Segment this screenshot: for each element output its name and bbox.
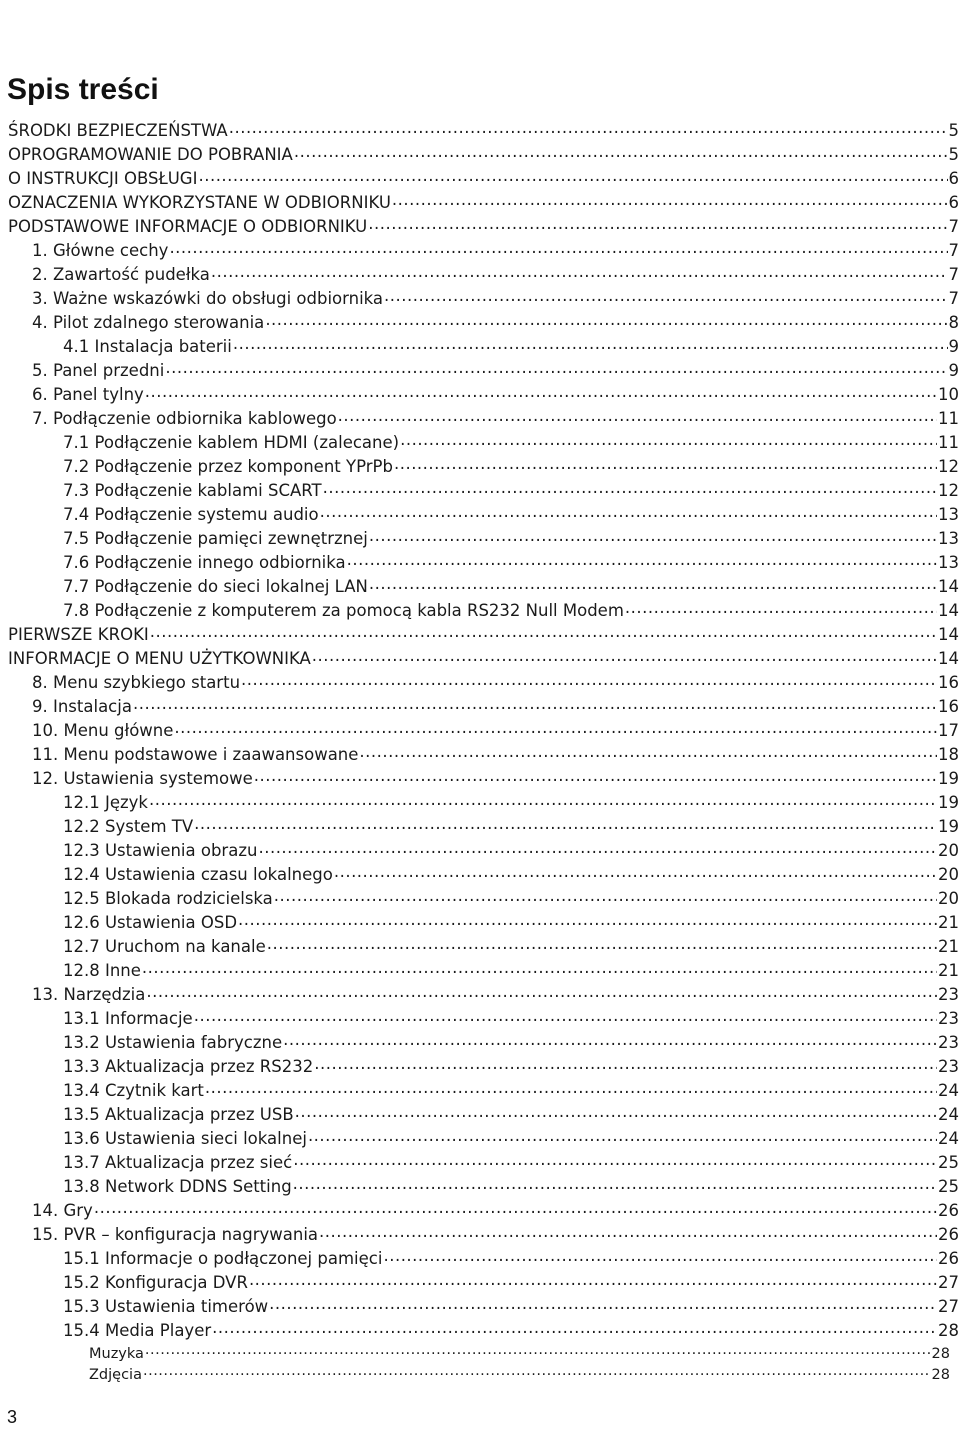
toc-entry-page: 28: [931, 1345, 950, 1362]
dot-leader: [258, 840, 937, 857]
toc-entry[interactable]: [8, 431, 959, 455]
toc-entry-page: 19: [938, 769, 959, 788]
dot-leader: [211, 264, 948, 281]
dot-leader: [205, 1080, 937, 1097]
dot-leader: [338, 408, 937, 425]
toc-entry[interactable]: [8, 1175, 959, 1199]
toc-entry-label: 13.4 Czytnik kart: [63, 1081, 204, 1100]
toc-entry-label: Zdjęcia: [89, 1366, 142, 1383]
toc-entry-label: 12.6 Ustawienia OSD: [63, 913, 238, 932]
toc-entry-page: 25: [938, 1177, 959, 1196]
toc-entry-page: 21: [938, 913, 959, 932]
toc-entry-page: 12: [938, 457, 959, 476]
toc-entry[interactable]: [8, 647, 959, 671]
toc-entry[interactable]: [8, 407, 959, 431]
toc-entry-page: 26: [938, 1249, 959, 1268]
toc-entry-page: 26: [938, 1225, 959, 1244]
toc-entry-page: 14: [938, 625, 959, 644]
toc-entry-page: 14: [938, 601, 959, 620]
dot-leader: [312, 648, 937, 665]
toc-entry[interactable]: [8, 167, 959, 191]
toc-entry[interactable]: [8, 455, 959, 479]
toc-entry[interactable]: [8, 1199, 959, 1223]
toc-entry[interactable]: [8, 1031, 959, 1055]
toc-entry-label: 12.4 Ustawienia czasu lokalnego: [63, 865, 333, 884]
toc-entry[interactable]: [8, 479, 959, 503]
toc-entry[interactable]: [8, 287, 959, 311]
toc-entry-label: 13.7 Aktualizacja przez sieć: [63, 1153, 293, 1172]
toc-entry-label: 12.1 Język: [63, 793, 148, 812]
dot-leader: [267, 936, 937, 953]
toc-entry-page: 19: [938, 817, 959, 836]
toc-entry[interactable]: [8, 743, 959, 767]
dot-leader: [274, 888, 937, 905]
toc-entry[interactable]: [8, 311, 959, 335]
toc-entry[interactable]: [8, 791, 959, 815]
toc-entry-page: 7: [948, 217, 959, 236]
dot-leader: [625, 600, 937, 617]
dot-leader: [293, 1176, 937, 1193]
toc-entry[interactable]: [8, 119, 959, 143]
toc-entry-page: 6: [948, 169, 959, 188]
page-title: Spis treści: [7, 73, 159, 106]
toc-entry-label: 7.4 Podłączenie systemu audio: [63, 505, 319, 524]
toc-entry-label: 7.1 Podłączenie kablem HDMI (zalecane): [63, 433, 400, 452]
toc-entry[interactable]: [8, 1343, 959, 1364]
toc-entry-page: 23: [938, 1009, 959, 1028]
toc-entry-page: 24: [938, 1105, 959, 1124]
toc-entry[interactable]: [8, 1223, 959, 1247]
toc-entry-label: 4.1 Instalacja baterii: [63, 337, 232, 356]
toc-entry-label: PIERWSZE KROKI: [8, 625, 149, 644]
toc-entry-page: 21: [938, 961, 959, 980]
toc-entry-label: 7.8 Podłączenie z komputerem za pomocą kabla RS232 Null Modem: [63, 601, 624, 620]
toc-entry-label: 6. Panel tylny: [32, 385, 144, 404]
dot-leader: [294, 144, 948, 161]
toc-entry-page: 13: [938, 529, 959, 548]
toc-entry-page: 18: [938, 745, 959, 764]
toc-entry-label: O INSTRUKCJI OBSŁUGI: [8, 169, 198, 188]
toc-entry-label: INFORMACJE O MENU UŻYTKOWNIKA: [8, 649, 311, 668]
toc-entry[interactable]: [8, 599, 959, 623]
toc-entry-page: 6: [948, 193, 959, 212]
dot-leader: [165, 360, 947, 377]
toc-entry-label: 12. Ustawienia systemowe: [32, 769, 253, 788]
toc-entry-page: 23: [938, 985, 959, 1004]
toc-entry-page: 13: [938, 553, 959, 572]
toc-entry-label: 12.3 Ustawienia obrazu: [63, 841, 258, 860]
toc-entry-label: 13.8 Network DDNS Setting: [63, 1177, 292, 1196]
dot-leader: [269, 1296, 937, 1313]
toc-entry-label: 1. Główne cechy: [32, 241, 169, 260]
toc-entry-page: 5: [948, 145, 959, 164]
dot-leader: [283, 1032, 937, 1049]
dot-leader: [229, 120, 948, 137]
toc-entry[interactable]: [8, 191, 959, 215]
toc-entry[interactable]: [8, 359, 959, 383]
toc-entry[interactable]: [8, 863, 959, 887]
dot-leader: [383, 1248, 937, 1265]
dot-leader: [254, 768, 937, 785]
toc-entry-page: 19: [938, 793, 959, 812]
toc-entry-page: 5: [948, 121, 959, 140]
toc-entry-label: PODSTAWOWE INFORMACJE O ODBIORNIKU: [8, 217, 368, 236]
table-of-contents: [8, 119, 959, 1385]
toc-entry-page: 26: [938, 1201, 959, 1220]
toc-entry[interactable]: [8, 815, 959, 839]
toc-entry-label: 7. Podłączenie odbiornika kablowego: [32, 409, 337, 428]
toc-entry[interactable]: [8, 503, 959, 527]
toc-entry[interactable]: [8, 623, 959, 647]
toc-entry-page: 14: [938, 649, 959, 668]
dot-leader: [133, 696, 937, 713]
toc-entry-page: 16: [938, 673, 959, 692]
toc-entry-page: 10: [938, 385, 959, 404]
toc-entry[interactable]: [8, 983, 959, 1007]
toc-entry[interactable]: [8, 887, 959, 911]
dot-leader: [369, 576, 937, 593]
dot-leader: [146, 984, 937, 1001]
toc-entry[interactable]: [8, 263, 959, 287]
toc-entry-label: 4. Pilot zdalnego sterowania: [32, 313, 265, 332]
toc-entry[interactable]: [8, 695, 959, 719]
toc-entry-label: 7.6 Podłączenie innego odbiornika: [63, 553, 346, 572]
toc-entry-page: 27: [938, 1273, 959, 1292]
toc-entry[interactable]: [8, 383, 959, 407]
toc-entry[interactable]: [8, 1271, 959, 1295]
toc-entry-page: 11: [938, 409, 959, 428]
toc-entry-page: 14: [938, 577, 959, 596]
dot-leader: [265, 312, 947, 329]
toc-entry-page: 13: [938, 505, 959, 524]
dot-leader: [249, 1272, 937, 1289]
toc-entry[interactable]: [8, 1055, 959, 1079]
toc-entry[interactable]: [8, 335, 959, 359]
dot-leader: [94, 1200, 937, 1217]
toc-entry[interactable]: [8, 959, 959, 983]
toc-entry-label: OZNACZENIA WYKORZYSTANE W ODBIORNIKU: [8, 193, 391, 212]
toc-entry-page: 7: [948, 265, 959, 284]
toc-entry-label: ŚRODKI BEZPIECZEŃSTWA: [8, 121, 228, 140]
toc-entry[interactable]: [8, 671, 959, 695]
toc-entry-page: 20: [938, 841, 959, 860]
toc-entry-label: 10. Menu główne: [32, 721, 174, 740]
toc-entry[interactable]: [8, 1103, 959, 1127]
toc-entry-page: 9: [948, 361, 959, 380]
toc-entry[interactable]: [8, 1007, 959, 1031]
toc-entry-page: 8: [948, 313, 959, 332]
dot-leader: [369, 528, 937, 545]
toc-entry-page: 17: [938, 721, 959, 740]
toc-entry[interactable]: [8, 1364, 959, 1385]
dot-leader: [142, 960, 937, 977]
toc-entry[interactable]: [8, 935, 959, 959]
dot-leader: [143, 1364, 931, 1379]
dot-leader: [334, 864, 937, 881]
toc-entry[interactable]: [8, 143, 959, 167]
toc-entry-label: 14. Gry: [32, 1201, 93, 1220]
toc-entry-page: 24: [938, 1081, 959, 1100]
toc-entry[interactable]: [8, 911, 959, 935]
dot-leader: [145, 1343, 931, 1358]
toc-entry-label: Muzyka: [89, 1345, 144, 1362]
toc-entry-page: 23: [938, 1057, 959, 1076]
dot-leader: [323, 480, 937, 497]
toc-entry-label: 13.2 Ustawienia fabryczne: [63, 1033, 283, 1052]
toc-entry-label: 13.3 Aktualizacja przez RS232: [63, 1057, 314, 1076]
page-number: 3: [7, 1407, 18, 1427]
toc-entry-page: 25: [938, 1153, 959, 1172]
dot-leader: [400, 432, 937, 449]
toc-entry-label: 7.7 Podłączenie do sieci lokalnej LAN: [63, 577, 368, 596]
toc-entry-label: 11. Menu podstawowe i zaawansowane: [32, 745, 359, 764]
dot-leader: [150, 624, 937, 641]
toc-entry-label: 9. Instalacja: [32, 697, 132, 716]
toc-entry-label: 7.3 Podłączenie kablami SCART: [63, 481, 322, 500]
toc-entry[interactable]: [8, 215, 959, 239]
toc-entry-label: 12.8 Inne: [63, 961, 141, 980]
toc-entry[interactable]: [8, 575, 959, 599]
toc-entry-label: 15.4 Media Player: [63, 1321, 212, 1340]
toc-entry-page: 21: [938, 937, 959, 956]
dot-leader: [308, 1128, 937, 1145]
toc-entry-page: 7: [948, 241, 959, 260]
dot-leader: [314, 1056, 937, 1073]
dot-leader: [169, 240, 947, 257]
dot-leader: [319, 1224, 937, 1241]
toc-entry-label: 12.7 Uruchom na kanale: [63, 937, 266, 956]
dot-leader: [233, 336, 948, 353]
toc-entry[interactable]: [8, 1151, 959, 1175]
dot-leader: [347, 552, 937, 569]
dot-leader: [293, 1152, 937, 1169]
toc-entry-page: 28: [931, 1366, 950, 1383]
toc-entry-label: 15. PVR – konfiguracja nagrywania: [32, 1225, 319, 1244]
toc-entry-label: 12.2 System TV: [63, 817, 194, 836]
toc-entry-page: 20: [938, 865, 959, 884]
toc-entry[interactable]: [8, 719, 959, 743]
toc-entry-page: 16: [938, 697, 959, 716]
dot-leader: [295, 1104, 937, 1121]
dot-leader: [368, 216, 947, 233]
toc-entry-label: 3. Ważne wskazówki do obsługi odbiornika: [32, 289, 384, 308]
toc-entry-label: 8. Menu szybkiego startu: [32, 673, 241, 692]
dot-leader: [320, 504, 937, 521]
toc-entry[interactable]: [8, 839, 959, 863]
toc-entry[interactable]: [8, 239, 959, 263]
dot-leader: [384, 288, 947, 305]
toc-entry[interactable]: [8, 1127, 959, 1151]
toc-entry-page: 28: [938, 1321, 959, 1340]
dot-leader: [145, 384, 937, 401]
toc-entry-page: 12: [938, 481, 959, 500]
dot-leader: [194, 1008, 937, 1025]
toc-entry[interactable]: [8, 1247, 959, 1271]
toc-entry-label: OPROGRAMOWANIE DO POBRANIA: [8, 145, 293, 164]
toc-entry-label: 2. Zawartość pudełka: [32, 265, 210, 284]
dot-leader: [394, 456, 937, 473]
toc-entry-label: 15.2 Konfiguracja DVR: [63, 1273, 248, 1292]
toc-entry-label: 13.1 Informacje: [63, 1009, 193, 1028]
toc-entry[interactable]: [8, 1295, 959, 1319]
toc-entry-label: 15.3 Ustawienia timerów: [63, 1297, 269, 1316]
toc-entry-page: 7: [948, 289, 959, 308]
dot-leader: [149, 792, 937, 809]
toc-entry-page: 27: [938, 1297, 959, 1316]
toc-entry[interactable]: [8, 767, 959, 791]
toc-entry-label: 7.5 Podłączenie pamięci zewnętrznej: [63, 529, 368, 548]
toc-entry[interactable]: [8, 551, 959, 575]
toc-entry-label: 13.5 Aktualizacja przez USB: [63, 1105, 294, 1124]
dot-leader: [212, 1320, 937, 1337]
dot-leader: [198, 168, 947, 185]
toc-entry-page: 9: [948, 337, 959, 356]
toc-entry[interactable]: [8, 1319, 959, 1343]
toc-entry-label: 12.5 Blokada rodzicielska: [63, 889, 273, 908]
toc-entry-label: 5. Panel przedni: [32, 361, 165, 380]
dot-leader: [392, 192, 948, 209]
toc-entry[interactable]: [8, 1079, 959, 1103]
dot-leader: [194, 816, 937, 833]
dot-leader: [174, 720, 937, 737]
toc-entry-label: 13. Narzędzia: [32, 985, 146, 1004]
toc-entry-label: 15.1 Informacje o podłączonej pamięci: [63, 1249, 383, 1268]
dot-leader: [359, 744, 937, 761]
dot-leader: [241, 672, 937, 689]
toc-entry-page: 24: [938, 1129, 959, 1148]
dot-leader: [238, 912, 937, 929]
toc-entry-label: 13.6 Ustawienia sieci lokalnej: [63, 1129, 307, 1148]
toc-entry[interactable]: [8, 527, 959, 551]
toc-entry-page: 20: [938, 889, 959, 908]
toc-entry-page: 23: [938, 1033, 959, 1052]
toc-entry-label: 7.2 Podłączenie przez komponent YPrPb: [63, 457, 393, 476]
toc-entry-page: 11: [938, 433, 959, 452]
